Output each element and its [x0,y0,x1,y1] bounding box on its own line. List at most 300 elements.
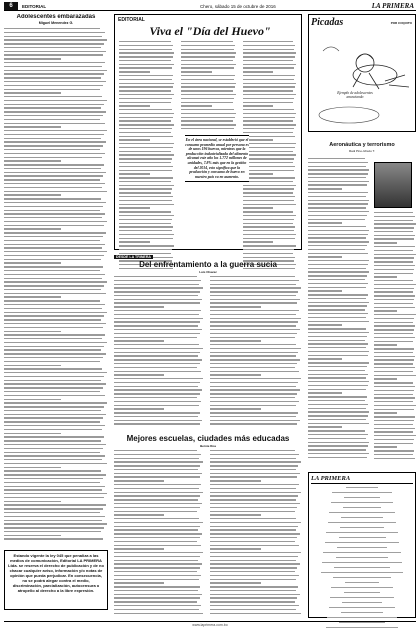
text-line [308,389,366,390]
text-line [4,183,105,184]
text-line [4,47,101,48]
text-line [4,440,101,441]
text-line [4,372,107,373]
text-line [4,380,101,381]
text-line [4,213,105,214]
text-line [308,196,366,197]
text-line [181,67,234,68]
text-line [114,552,203,553]
text-line [4,331,61,332]
text-line [308,226,366,227]
text-line [4,296,61,297]
text-line [119,94,174,95]
text-line [114,473,202,474]
text-line [4,194,61,195]
credit-line [329,512,395,513]
text-line [243,98,294,99]
text-line [210,533,300,534]
text-line [114,337,197,338]
text-line [119,204,174,205]
credit-line [329,607,396,608]
left-article-byline: Miguel Menendez G. [38,21,74,25]
text-line [243,128,294,129]
text-line [4,455,105,456]
text-line [243,226,295,227]
text-line [308,275,367,276]
text-line [210,563,300,564]
text-line [210,503,300,504]
text-line [114,344,199,345]
text-line [4,338,102,339]
text-line [4,278,102,279]
text-line [4,251,107,252]
text-line [210,495,298,496]
text-line [374,352,413,353]
text-line [181,86,235,87]
text-line [210,393,297,394]
text-line [308,377,366,378]
text-line [308,207,366,208]
text-line [4,285,104,286]
credit-line [327,617,397,618]
text-line [243,257,295,258]
text-line [114,321,200,322]
editorial-body-col2 [181,41,237,131]
text-line [210,416,296,417]
credit-line [344,592,381,593]
text-line [4,452,100,453]
text-line [374,348,414,349]
text-line [4,429,102,430]
text-line [119,71,150,72]
text-line [374,303,413,304]
text-line [4,138,101,139]
text-line [210,299,300,300]
text-line [4,342,107,343]
text-line [210,529,296,530]
text-line [119,98,172,99]
text-line [308,264,368,265]
text-line [210,522,301,523]
text-line [210,306,261,307]
text-line [374,280,413,281]
text-line [119,253,171,254]
text-line [4,417,103,418]
text-line [4,104,104,105]
article1-byline: Luis Chavez [199,270,217,274]
text-line [243,204,296,205]
text-line [374,276,397,277]
text-line [114,408,164,409]
text-line [4,191,107,192]
text-line [119,245,174,246]
text-line [374,450,414,451]
text-line [374,220,413,221]
text-line [243,136,295,137]
text-line [119,196,173,197]
text-line [243,67,294,68]
text-line [210,586,298,587]
text-line [4,312,107,313]
text-line [4,520,102,521]
text-line [4,501,61,502]
text-line [4,289,101,290]
text-line [119,109,172,110]
text-line [4,232,106,233]
text-line [119,147,173,148]
article2-body-col1 [114,450,204,618]
text-line [243,192,293,193]
text-line [308,256,342,257]
text-line [119,241,150,242]
text-line [243,215,296,216]
text-line [374,238,414,239]
text-line [243,71,273,72]
text-line [119,177,173,178]
text-line [4,39,107,40]
text-line [181,109,234,110]
text-line [119,132,171,133]
text-line [243,238,295,239]
text-line [308,370,365,371]
text-line [119,64,174,65]
text-line [374,341,413,342]
text-line [114,582,164,583]
text-line [114,405,199,406]
article1-body-col1 [114,276,204,428]
text-line [210,359,300,360]
text-line [114,476,200,477]
text-line [210,284,296,285]
text-line [308,381,369,382]
text-line [308,222,342,223]
text-line [308,419,366,420]
text-line [374,325,415,326]
text-line [308,426,342,427]
text-line [210,575,299,576]
text-line [243,223,293,224]
text-line [210,401,299,402]
text-line [243,200,294,201]
text-line [243,211,293,212]
text-line [308,392,342,393]
text-line [308,430,365,431]
text-line [308,328,366,329]
text-line [114,374,164,375]
text-line [374,378,397,379]
text-line [4,436,104,437]
text-line [308,253,368,254]
text-line [374,216,415,217]
text-line [308,302,369,303]
text-line [4,406,104,407]
text-line [119,170,172,171]
text-line [374,371,413,372]
text-line [114,556,200,557]
left-article [4,14,108,540]
text-line [4,115,103,116]
text-line [119,215,174,216]
text-line [4,262,61,263]
text-line [210,492,301,493]
text-line [4,516,105,517]
text-line [243,52,296,53]
text-line [119,117,173,118]
text-line [114,340,164,341]
text-line [243,90,293,91]
text-line [243,94,296,95]
article1-body-col2 [210,276,302,428]
text-line [4,168,101,169]
text-line [119,120,171,121]
text-line [374,446,397,447]
text-line [4,236,103,237]
text-line [308,340,365,341]
text-line [114,480,164,481]
text-line [119,49,172,50]
text-line [181,124,236,125]
text-line [210,590,296,591]
text-line [308,200,369,201]
text-line [4,395,105,396]
text-line [243,60,293,61]
text-line [210,552,301,553]
text-line [4,482,100,483]
text-line [114,560,198,561]
credit-line [333,577,391,578]
text-line [4,240,100,241]
article2-body-col2 [210,450,302,618]
text-line [119,154,174,155]
text-line [243,64,296,65]
text-line [308,317,366,318]
credit-line [331,502,394,503]
text-line [210,571,295,572]
text-line [181,83,236,84]
editorial-body-col1 [119,41,175,275]
text-line [4,274,105,275]
text-line [114,575,201,576]
text-line [374,307,415,308]
text-line [4,266,103,267]
text-line [210,556,298,557]
text-line [4,448,103,449]
text-line [308,324,342,325]
text-line [4,357,103,358]
text-line [308,309,365,310]
text-line [243,41,293,42]
text-line [181,102,233,103]
text-line [308,351,369,352]
text-line [243,158,294,159]
text-line [119,166,173,167]
text-line [210,609,296,610]
text-line [243,177,295,178]
text-line [4,130,107,131]
text-line [308,158,365,159]
text-line [243,185,296,186]
text-line [114,469,198,470]
text-line [243,219,294,220]
text-line [114,567,200,568]
text-line [114,503,202,504]
aero-article-byline: Raúl Pino-Ichazo T. [349,149,375,153]
text-line [4,206,103,207]
text-line [210,333,297,334]
text-line [243,249,294,250]
text-line [374,420,414,421]
text-line [114,302,200,303]
text-line [243,124,296,125]
text-line [4,459,102,460]
text-line [119,52,174,53]
text-line [374,435,416,436]
text-line [374,367,415,368]
left-article-title: Adolescentes embarazadas [16,14,96,20]
text-line [4,444,106,445]
text-line [4,28,100,29]
text-line [308,305,367,306]
text-line [119,60,171,61]
text-line [210,295,296,296]
text-line [210,594,300,595]
text-line [308,230,369,231]
text-line [114,488,199,489]
text-line [374,284,416,285]
text-line [114,355,198,356]
text-line [374,382,413,383]
text-line [4,463,107,464]
newspaper-page [4,2,416,628]
text-line [4,259,101,260]
text-line [4,157,102,158]
text-line [243,105,273,106]
text-line [308,188,342,189]
credit-line [344,497,380,498]
text-line [308,192,368,193]
text-line [4,478,103,479]
text-line [308,453,369,454]
text-line [210,423,297,424]
text-line [114,545,201,546]
text-line [114,280,201,281]
text-line [4,315,104,316]
text-line [308,355,368,356]
text-line [374,265,415,266]
credit-line [341,517,382,518]
text-line [114,465,200,466]
text-line [4,111,106,112]
text-line [114,401,201,402]
text-line [114,514,164,515]
text-line [119,230,172,231]
text-line [114,529,198,530]
text-line [4,365,61,366]
text-line [210,514,261,515]
text-line [308,271,369,272]
text-line [119,41,171,42]
text-line [114,329,202,330]
text-line [374,344,397,345]
text-line [119,113,174,114]
text-line [374,363,413,364]
text-line [114,492,203,493]
text-line [243,102,293,103]
text-line [181,49,234,50]
text-line [4,304,105,305]
text-line [119,226,173,227]
text-line [308,374,368,375]
editorial-label: EDITORIAL [118,17,145,23]
text-line [210,469,296,470]
text-line [4,293,106,294]
text-line [114,287,203,288]
text-line [114,291,200,292]
credit-line [330,597,394,598]
text-line [4,308,102,309]
text-line [308,321,369,322]
text-line [243,245,296,246]
text-line [210,302,297,303]
text-line [4,353,106,354]
text-line [119,75,173,76]
text-line [210,276,295,277]
text-line [4,85,103,86]
text-line [4,210,100,211]
text-line [4,92,61,93]
text-line [210,321,298,322]
text-line [4,32,105,33]
text-line [4,399,61,400]
text-line [4,123,105,124]
text-line [308,166,366,167]
credit-line [346,487,379,488]
text-line [4,198,101,199]
text-line [4,179,100,180]
text-line [210,518,296,519]
text-line [374,223,416,224]
text-line [119,173,150,174]
text-line [4,221,107,222]
cartoon-title: Picadas [311,17,344,28]
text-line [119,143,174,144]
text-line [210,314,296,315]
newspaper-brand: LA PRIMERA [371,2,414,10]
text-line [114,371,201,372]
text-line [374,431,413,432]
text-line [374,443,413,444]
text-line [210,325,296,326]
text-line [4,58,61,59]
text-line [181,105,212,106]
text-line [4,70,107,71]
text-line [4,319,101,320]
text-line [210,582,261,583]
text-line [4,300,100,301]
page-number: 6 [4,2,18,10]
text-line [308,396,367,397]
text-line [374,454,413,455]
credit-line [342,602,381,603]
text-line [119,219,172,220]
cartoon-artist: POR COQUITO [390,21,412,25]
text-line [114,579,199,580]
text-line [308,343,368,344]
text-line [210,382,298,383]
text-line [308,336,367,337]
text-line [119,211,171,212]
text-line [210,526,298,527]
